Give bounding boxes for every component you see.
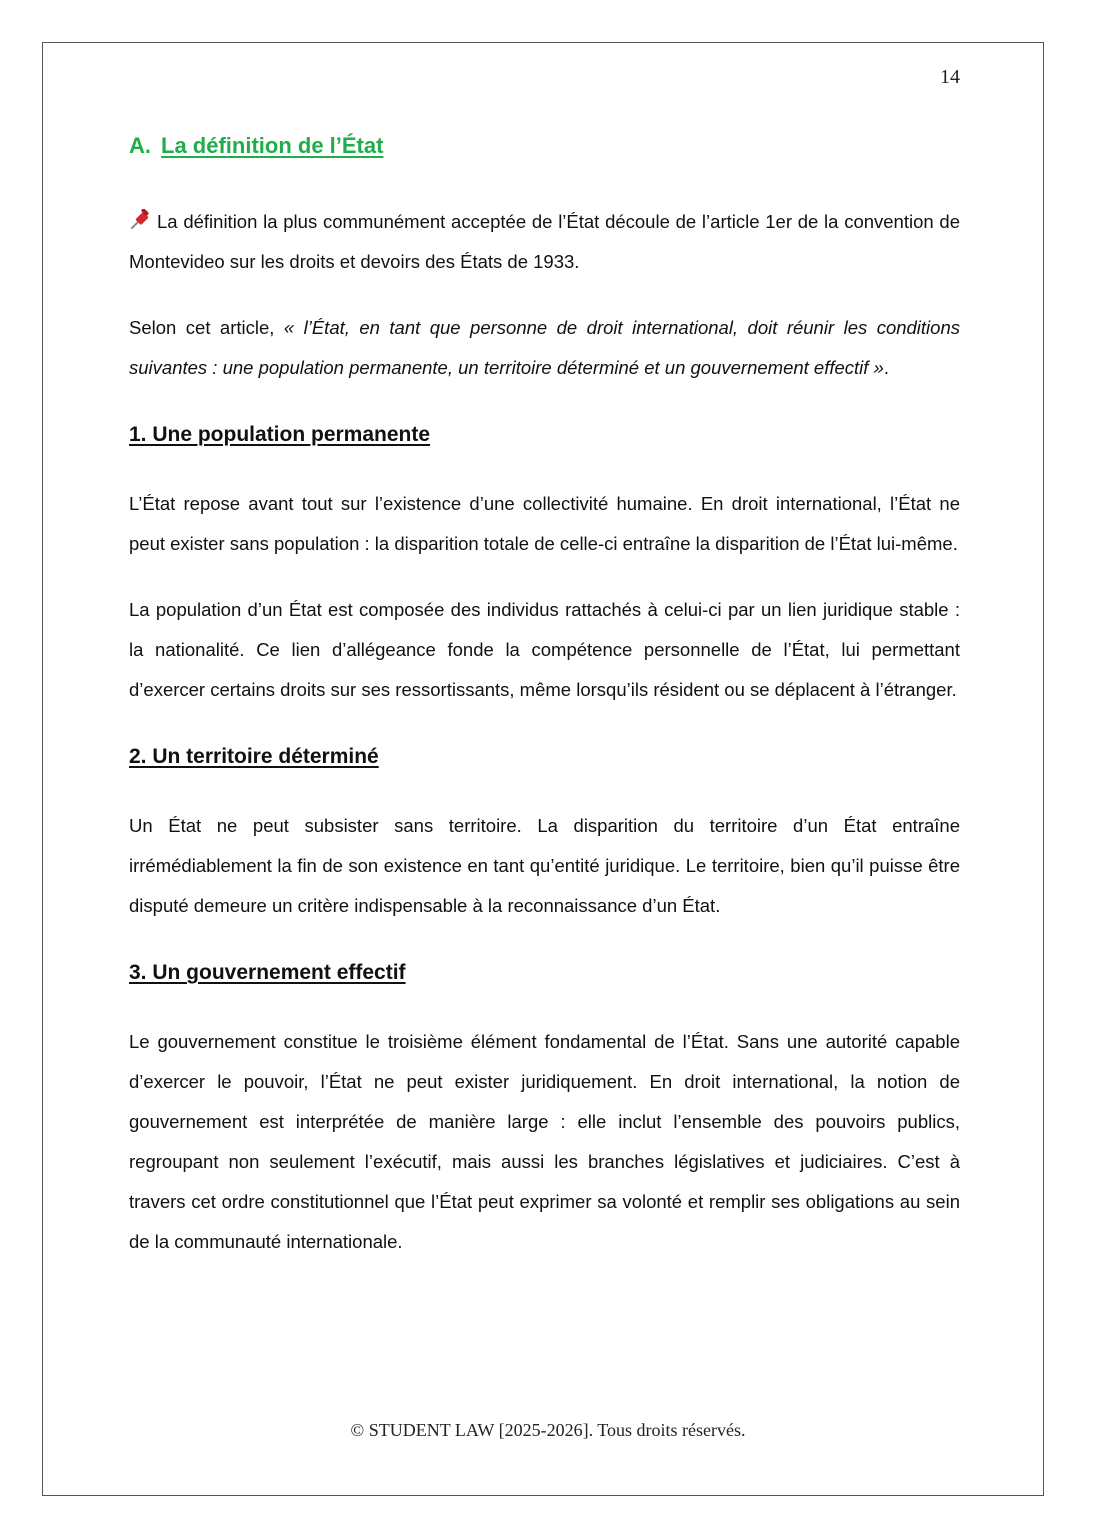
footer-copyright: © STUDENT LAW [2025-2026]. Tous droits réservés. [350, 1420, 746, 1440]
gouvernement-paragraph: Le gouvernement constitue le troisième élément fondamental de l’État. Sans une autorité capable d’exercer le pouvoir, l’État ne peut exister juridiquement. En droit international, la notion de gouvernement est interprétée de manière large : elle inclut l’ensemble des pouvoirs publics, regroupant non seulement l’exécutif, mais aussi les branches législatives et judiciaires. C’est à travers cet ordre constitutionnel que l’État peut exprimer sa volonté et remplir ses obligations au sein de la communauté internationale. [129, 1031, 960, 1252]
pushpin-icon [129, 205, 151, 227]
intro-paragraph [129, 202, 960, 282]
territoire-paragraph: Un État ne peut subsister sans territoire. La disparition du territoire d’un État entraîne irrémédiablement la fin de son existence en tant qu’entité juridique. Le territoire, bien qu’il puisse être disputé demeure un critère indispensable à la reconnaissance d’un État. [129, 815, 960, 916]
quote-text: « l’État, en tant que personne de droit international, doit réunir les conditions suivantes : une population permanente, un territoire déterminé et un gouvernement effectif » [129, 317, 960, 378]
quote-paragraph [129, 308, 960, 388]
heading-territoire: 2. Un territoire déterminé [129, 745, 379, 768]
population-paragraph-2: La population d’un État est composée des individus rattachés à celui-ci par un lien juridique stable : la nationalité. Ce lien d’allégeance fonde la compétence personnelle de l’État, lui permettant d’exercer certains droits sur ses ressortissants, même lorsqu’ils résident ou se déplacent à l’étranger. [129, 599, 960, 700]
section-title: La définition de l’État [161, 133, 384, 158]
section-letter: A. [129, 133, 151, 158]
quote-end: . [883, 357, 889, 378]
quote-lead: Selon cet article, [129, 317, 284, 338]
page-content [129, 128, 960, 1262]
heading-population: 1. Une population permanente [129, 423, 431, 446]
section-heading [129, 128, 960, 164]
population-paragraph-1: L’État repose avant tout sur l’existence d’une collectivité humaine. En droit international, l’État ne peut exister sans population : la disparition totale de celle-ci entraîne la disparition de l’État lui-même. [129, 493, 960, 554]
page-number: 14 [940, 66, 960, 88]
intro-text: La définition la plus communément acceptée de l’État découle de l’article 1er de la convention de Montevideo sur les droits et devoirs des États de 1933. [129, 211, 960, 272]
heading-gouvernement: 3. Un gouvernement effectif [129, 961, 406, 984]
